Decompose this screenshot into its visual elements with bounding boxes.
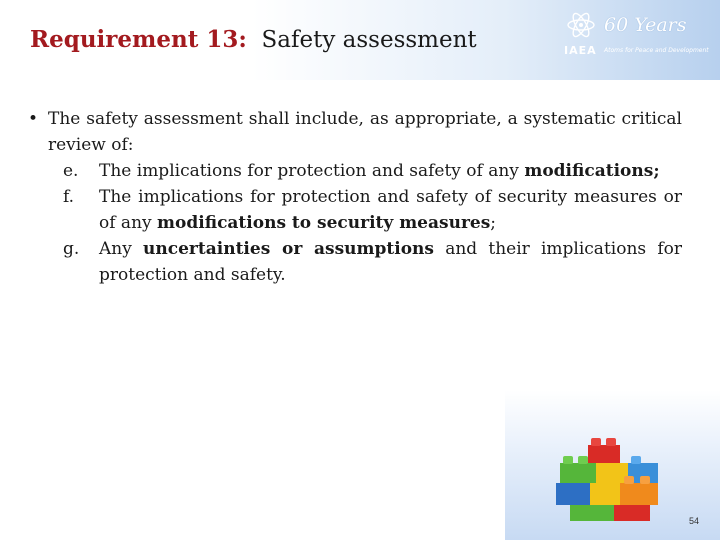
list-item-g <box>26 236 682 288</box>
logo-years-text: 60 Years <box>604 14 687 36</box>
logo-tagline: Atoms for Peace and Development <box>604 47 709 54</box>
list-item-f <box>26 184 682 236</box>
slide-title <box>30 26 477 53</box>
list-item-punct: ; <box>653 161 660 181</box>
iaea-60-years-logo <box>560 8 710 60</box>
title-text: Safety assessment <box>261 27 477 53</box>
list-item-bold: modifications to security measures <box>157 213 491 233</box>
list-item-text: Any <box>99 239 144 259</box>
list-marker: e. <box>63 161 79 181</box>
list-marker: g. <box>63 239 80 259</box>
list-item-text: The implications for protection and safety of security measures or of any <box>99 187 682 233</box>
bullet-intro <box>26 106 682 158</box>
logo-org-text: IAEA <box>564 44 597 57</box>
list-item-text: The implications for protection and safety of any <box>99 161 525 181</box>
list-item-bold: uncertainties or assumptions <box>143 239 434 259</box>
title-requirement-number: Requirement 13: <box>30 26 247 53</box>
list-item-e <box>26 158 682 184</box>
bullet-intro-text: The safety assessment shall include, as appropriate, a systematic critical review of: <box>48 109 682 155</box>
page-number: 54 <box>689 516 700 526</box>
lego-bricks-icon <box>540 423 680 528</box>
bullet-icon: • <box>28 109 39 129</box>
list-item-punct: ; <box>490 213 497 233</box>
slide-body <box>26 106 682 288</box>
list-item-bold: modifications <box>524 161 654 181</box>
list-marker: f. <box>63 187 75 207</box>
list-item-tail: and their implications for protection and safety. <box>99 239 682 285</box>
atom-emblem-icon <box>564 10 598 40</box>
